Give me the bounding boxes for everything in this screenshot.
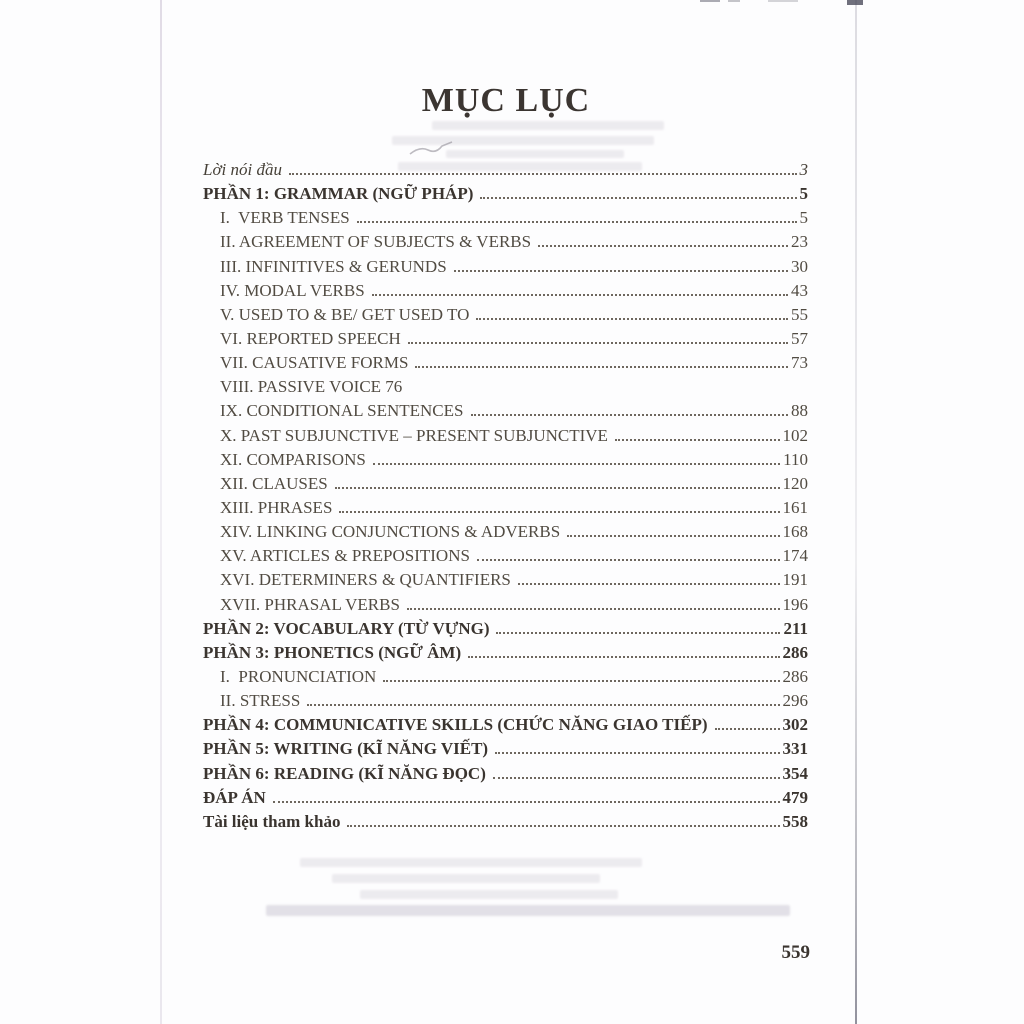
scan-artifact-mark [768,0,798,2]
toc-entry-page: 211 [783,618,808,638]
toc-entry-label: PHẦN 4: COMMUNICATIVE SKILLS (CHỨC NĂNG GIAO TIẾP) [203,715,708,735]
toc-entry-page: 23 [791,232,808,252]
bleedthrough-line [446,150,624,158]
toc-leader-dots [480,197,796,199]
bleedthrough-line [432,121,664,130]
toc-entry-page: 73 [791,353,808,373]
toc-entry-label: III. INFINITIVES & GERUNDS [220,256,447,276]
bleedthrough-line [266,905,790,916]
toc-entry-label: IX. CONDITIONAL SENTENCES [220,401,464,421]
toc-entry-label: I. VERB TENSES [220,208,350,228]
toc-entry-page: 161 [782,497,808,517]
toc-entry [203,595,808,619]
toc-entry [203,232,808,256]
toc-entry-page: 354 [782,763,808,783]
page-left-edge-line [160,0,162,1024]
toc-entry-label: XI. COMPARISONS [220,449,366,469]
toc-leader-dots [372,294,788,296]
toc-entry-label: VII. CAUSATIVE FORMS [220,353,409,373]
toc-entry-label: VIII. PASSIVE VOICE 76 [220,377,403,397]
toc-entry-label: PHẦN 2: VOCABULARY (TỪ VỰNG) [203,618,490,638]
toc-entry-page: 43 [791,280,808,300]
bleedthrough-line [300,858,642,867]
toc-entry-label: PHẦN 1: GRAMMAR (NGỮ PHÁP) [203,184,474,204]
toc-entry-page: 191 [782,570,808,590]
toc-leader-dots [477,559,780,561]
toc-entry-page: 196 [782,594,808,614]
toc-entry [203,546,808,570]
toc-entry [203,715,808,739]
toc-entry [203,498,808,522]
footer-page-number: 559 [781,942,810,963]
toc-entry-page: 286 [782,642,808,662]
toc-leader-dots [471,414,789,416]
toc-entry [203,353,808,377]
toc-entry-label: PHẦN 3: PHONETICS (NGỮ ÂM) [203,642,462,662]
toc-entry [203,401,808,425]
toc-leader-dots [615,439,780,441]
toc-leader-dots [715,728,780,730]
toc-entry-label: PHẦN 6: READING (KĨ NĂNG ĐỌC) [203,763,486,783]
toc-entry [203,426,808,450]
toc-entry-label: V. USED TO & BE/ GET USED TO [220,304,470,324]
toc-entry-label: XII. CLAUSES [220,473,328,493]
toc-entry [203,788,808,812]
toc-leader-dots [373,463,780,465]
pencil-squiggle-mark [408,140,454,158]
scan-artifact-mark [847,0,863,5]
toc-entry [203,257,808,281]
toc-leader-dots [339,511,779,513]
toc-leader-dots [289,173,797,175]
toc-entry-page: 5 [799,208,808,228]
toc-leader-dots [383,680,779,682]
toc-entry-page: 120 [782,473,808,493]
toc-entry-label: XIII. PHRASES [220,497,333,517]
toc-entry-page: 168 [782,522,808,542]
toc-entry-page: 558 [782,811,808,831]
scan-artifact-mark [700,0,720,2]
toc-leader-dots [407,608,780,610]
toc-leader-dots [496,632,780,634]
toc-leader-dots [408,342,788,344]
toc-entry [203,305,808,329]
toc-leader-dots [415,366,788,368]
toc-entry [203,522,808,546]
toc-leader-dots [454,270,788,272]
toc-entry-label: I. PRONUNCIATION [220,666,377,686]
toc-entry [203,474,808,498]
toc-entry [203,619,808,643]
toc-entry-label: XIV. LINKING CONJUNCTIONS & ADVERBS [220,522,561,542]
toc-entry-label: PHẦN 5: WRITING (KĨ NĂNG VIẾT) [203,739,489,759]
toc-leader-dots [518,583,780,585]
toc-entry-page: 88 [791,401,808,421]
toc-entry-page: 5 [799,184,808,204]
toc-entry-label: XVI. DETERMINERS & QUANTIFIERS [220,570,511,590]
toc-entry-label: Lời nói đầu [203,160,282,179]
toc-leader-dots [538,245,788,247]
toc-entry-label: ĐÁP ÁN [203,787,266,807]
toc-entry [203,329,808,353]
toc-entry [203,764,808,788]
toc-entry-page: 102 [782,425,808,445]
toc-entry [203,691,808,715]
toc-entry-label: II. STRESS [220,691,301,711]
toc-leader-dots [347,825,779,827]
toc-leader-dots [476,318,788,320]
toc-leader-dots [273,801,780,803]
toc-entry-page: 302 [782,715,808,735]
toc-entry-label: X. PAST SUBJUNCTIVE – PRESENT SUBJUNCTIVE [220,425,608,445]
toc-entry-page: 55 [791,304,808,324]
toc-entry-page: 296 [782,691,808,711]
toc-entry [203,281,808,305]
toc-leader-dots [468,656,779,658]
toc-entry [203,667,808,691]
toc-leader-dots [357,221,797,223]
page-title: MỤC LỤC [421,82,591,119]
toc-leader-dots [493,777,780,779]
toc-entry [203,570,808,594]
toc-entry-label: XVII. PHRASAL VERBS [220,594,400,614]
toc-entry-page: 174 [782,546,808,566]
toc-entry [203,643,808,667]
toc-entry-page: 57 [791,328,808,348]
page-right-edge-line [855,0,857,1024]
toc-entry-page: 110 [783,449,808,469]
toc-entry-page: 479 [782,787,808,807]
toc-entry [203,377,808,401]
bleedthrough-line [332,874,600,883]
toc-entry-page: 3 [799,160,808,179]
toc-leader-dots [495,752,779,754]
toc-entry [203,450,808,474]
toc-entry [203,208,808,232]
toc-entry-page: 286 [782,666,808,686]
toc-entry [203,184,808,208]
toc-leader-dots [335,487,780,489]
toc-entry [203,160,808,184]
bleedthrough-line [360,890,618,899]
toc-entry-label: IV. MODAL VERBS [220,280,365,300]
toc-entry-label: VI. REPORTED SPEECH [220,328,401,348]
toc-entry-page: 331 [782,739,808,759]
toc-entry-label: Tài liệu tham khảo [203,811,341,831]
toc-leader-dots [567,535,779,537]
toc-list [203,160,808,836]
toc-entry [203,739,808,763]
scan-artifact-mark [728,0,740,2]
toc-entry [203,812,808,836]
toc-entry-label: II. AGREEMENT OF SUBJECTS & VERBS [220,232,532,252]
toc-entry-label: XV. ARTICLES & PREPOSITIONS [220,546,470,566]
toc-entry-page: 30 [791,256,808,276]
toc-leader-dots [307,704,779,706]
